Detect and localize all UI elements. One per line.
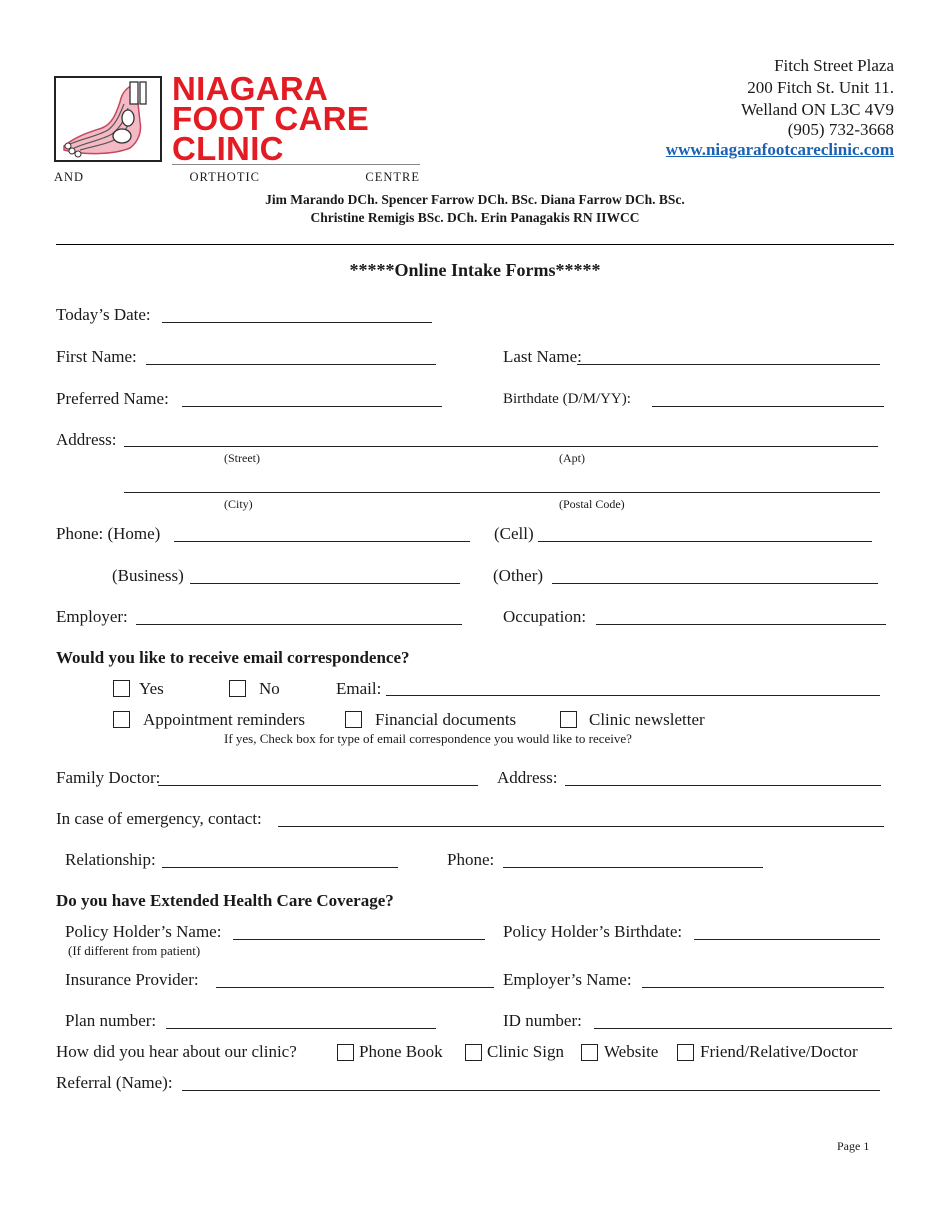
employers-name-field[interactable] xyxy=(642,987,884,988)
cell-label: (Cell) xyxy=(494,524,534,543)
birthdate-label: Birthdate (D/M/YY): xyxy=(503,391,631,407)
clinic-name-line-3: CLINIC xyxy=(172,130,284,167)
policy-holder-hint: (If different from patient) xyxy=(68,943,201,958)
phone-book-checkbox[interactable] xyxy=(337,1044,354,1061)
address-line-2: 200 Fitch St. Unit 11. xyxy=(747,78,894,97)
doctor-address-field[interactable] xyxy=(565,785,881,786)
first-name-field[interactable] xyxy=(146,364,436,365)
hear-about-label: How did you hear about our clinic? xyxy=(56,1042,297,1061)
insurance-provider-field[interactable] xyxy=(216,987,494,988)
email-question: Would you like to receive email correspondence? xyxy=(56,648,410,667)
clinic-logo xyxy=(54,76,162,162)
birthdate-field[interactable] xyxy=(652,406,884,407)
email-no-label: No xyxy=(259,679,280,698)
family-doctor-field[interactable] xyxy=(158,785,478,786)
foot-skeleton-icon xyxy=(56,78,160,160)
doctor-address-label: Address: xyxy=(497,768,558,787)
todays-date-field[interactable] xyxy=(162,322,432,323)
coverage-question: Do you have Extended Health Care Coverage? xyxy=(56,891,394,910)
todays-date-label: Today’s Date: xyxy=(56,305,151,324)
financial-documents-checkbox[interactable] xyxy=(345,711,362,728)
website-label: Website xyxy=(604,1042,659,1061)
street-hint: (Street) xyxy=(224,451,260,465)
other-phone-label: (Other) xyxy=(493,566,544,585)
email-label: Email: xyxy=(336,679,382,698)
practitioners-line-1: Jim Marando DCh. Spencer Farrow DCh. BSc. Diana Farrow DCh. BSc. xyxy=(265,192,685,207)
clinic-newsletter-checkbox[interactable] xyxy=(560,711,577,728)
phone-book-label: Phone Book xyxy=(359,1042,443,1061)
postal-code-hint: (Postal Code) xyxy=(559,497,625,511)
last-name-label: Last Name: xyxy=(503,347,582,366)
city-hint: (City) xyxy=(224,497,253,511)
email-type-hint: If yes, Check box for type of email correspondence you would like to receive? xyxy=(224,731,632,746)
emergency-contact-label: In case of emergency, contact: xyxy=(56,809,262,828)
city-postal-field[interactable] xyxy=(124,492,880,493)
occupation-field[interactable] xyxy=(596,624,886,625)
clinic-sign-label: Clinic Sign xyxy=(487,1042,564,1061)
referral-label: Referral (Name): xyxy=(56,1073,173,1092)
insurance-provider-label: Insurance Provider: xyxy=(65,970,199,989)
email-yes-label: Yes xyxy=(139,679,164,698)
policy-holder-name-label: Policy Holder’s Name: xyxy=(65,922,222,941)
appointment-reminders-label: Appointment reminders xyxy=(143,710,305,729)
plan-number-label: Plan number: xyxy=(65,1011,157,1030)
address-line-1: Fitch Street Plaza xyxy=(774,56,894,75)
policy-holder-name-field[interactable] xyxy=(233,939,485,940)
clinic-name-line-2: FOOT CARE xyxy=(172,100,370,137)
email-field[interactable] xyxy=(386,695,880,696)
other-phone-field[interactable] xyxy=(552,583,878,584)
clinic-website-link[interactable]: www.niagarafootcareclinic.com xyxy=(665,140,894,159)
page-number: Page 1 xyxy=(837,1139,870,1153)
employer-field[interactable] xyxy=(136,624,462,625)
emergency-contact-field[interactable] xyxy=(278,826,884,827)
practitioners-line-2: Christine Remigis BSc. DCh. Erin Panagakis RN IIWCC xyxy=(310,210,640,225)
last-name-field[interactable] xyxy=(577,364,880,365)
appointment-reminders-checkbox[interactable] xyxy=(113,711,130,728)
tagline-word: AND xyxy=(54,170,85,184)
first-name-label: First Name: xyxy=(56,347,137,366)
clinic-name-line-1: NIAGARA xyxy=(172,70,329,107)
address-line-3: Welland ON L3C 4V9 xyxy=(740,100,894,119)
policy-holder-birthdate-label: Policy Holder’s Birthdate: xyxy=(503,922,683,941)
family-doctor-label: Family Doctor: xyxy=(56,768,161,787)
financial-documents-label: Financial documents xyxy=(375,710,517,729)
employers-name-label: Employer’s Name: xyxy=(503,970,632,989)
clinic-sign-checkbox[interactable] xyxy=(465,1044,482,1061)
street-address-field[interactable] xyxy=(124,446,878,447)
clinic-phone: (905) 732-3668 xyxy=(787,120,894,139)
business-phone-label: (Business) xyxy=(112,566,184,585)
emergency-phone-field[interactable] xyxy=(503,867,763,868)
cell-field[interactable] xyxy=(538,541,872,542)
emergency-phone-label: Phone: xyxy=(447,850,495,869)
id-number-label: ID number: xyxy=(503,1011,582,1030)
friend-relative-doctor-label: Friend/Relative/Doctor xyxy=(700,1042,858,1061)
preferred-name-field[interactable] xyxy=(182,406,442,407)
friend-relative-doctor-checkbox[interactable] xyxy=(677,1044,694,1061)
id-number-field[interactable] xyxy=(594,1028,892,1029)
business-phone-field[interactable] xyxy=(190,583,460,584)
clinic-tagline xyxy=(54,170,420,185)
tagline-word: ORTHOTIC xyxy=(189,170,260,184)
website-checkbox[interactable] xyxy=(581,1044,598,1061)
referral-field[interactable] xyxy=(182,1090,880,1091)
form-title: *****Online Intake Forms***** xyxy=(349,260,601,280)
logo-divider xyxy=(172,164,420,165)
plan-number-field[interactable] xyxy=(166,1028,436,1029)
employer-label: Employer: xyxy=(56,607,128,626)
tagline-word: CENTRE xyxy=(365,170,420,184)
relationship-label: Relationship: xyxy=(65,850,156,869)
header-divider xyxy=(56,244,894,245)
occupation-label: Occupation: xyxy=(503,607,587,626)
email-no-checkbox[interactable] xyxy=(229,680,246,697)
phone-home-label: Phone: (Home) xyxy=(56,524,161,543)
clinic-newsletter-label: Clinic newsletter xyxy=(589,710,705,729)
phone-home-field[interactable] xyxy=(174,541,470,542)
policy-holder-birthdate-field[interactable] xyxy=(694,939,880,940)
relationship-field[interactable] xyxy=(162,867,398,868)
apt-hint: (Apt) xyxy=(559,451,585,465)
preferred-name-label: Preferred Name: xyxy=(56,389,169,408)
address-label: Address: xyxy=(56,430,117,449)
email-yes-checkbox[interactable] xyxy=(113,680,130,697)
